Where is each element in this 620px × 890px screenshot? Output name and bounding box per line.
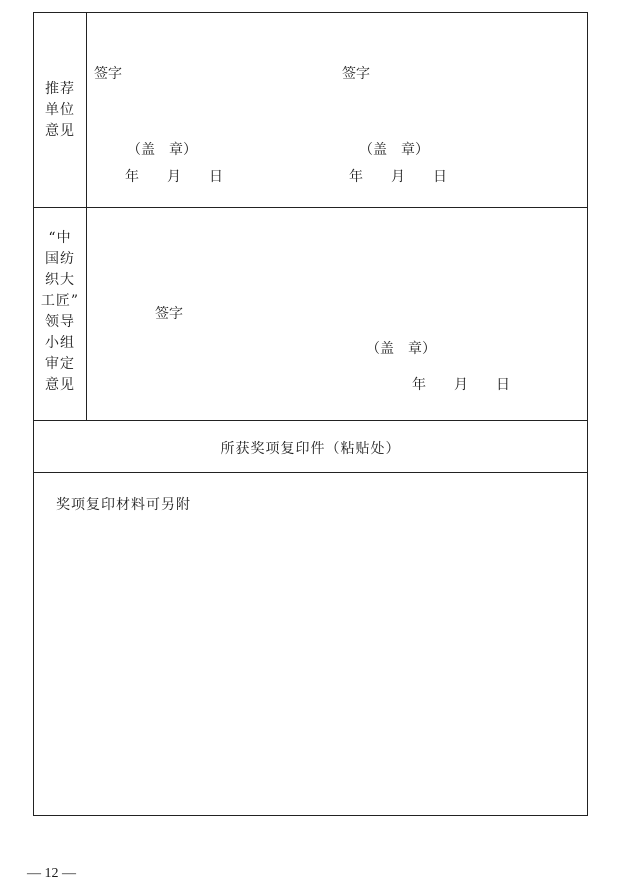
recommend-seal-right: （盖 章） [359, 142, 429, 158]
review-sign: 签字 [155, 306, 183, 322]
awards-title: 所获奖项复印件（粘贴处） [220, 441, 401, 457]
awards-title-row [34, 421, 587, 473]
recommend-date-left: 年 月 日 [125, 169, 223, 185]
awards-paste-area [34, 473, 587, 815]
review-label-cell [34, 208, 87, 420]
review-date: 年 月 日 [412, 377, 510, 393]
review-group-label: “中 国纺 织大 工匠” 领导 小组 审定 意见 [40, 230, 80, 393]
recommend-seal-left: （盖 章） [127, 142, 197, 158]
recommend-label-cell [34, 13, 87, 207]
recommend-unit-label: 推荐 单位 意见 [45, 81, 75, 139]
page-number: — 12 — [27, 866, 76, 881]
recommend-sign-right: 签字 [342, 66, 370, 82]
review-seal: （盖 章） [366, 341, 436, 357]
awards-note: 奖项复印材料可另附 [56, 497, 191, 513]
recommend-date-right: 年 月 日 [349, 169, 447, 185]
approval-form-table [33, 12, 588, 816]
review-opinion-row [34, 208, 587, 421]
recommend-sign-left: 签字 [94, 66, 122, 82]
recommend-unit-opinion-row [34, 13, 587, 208]
